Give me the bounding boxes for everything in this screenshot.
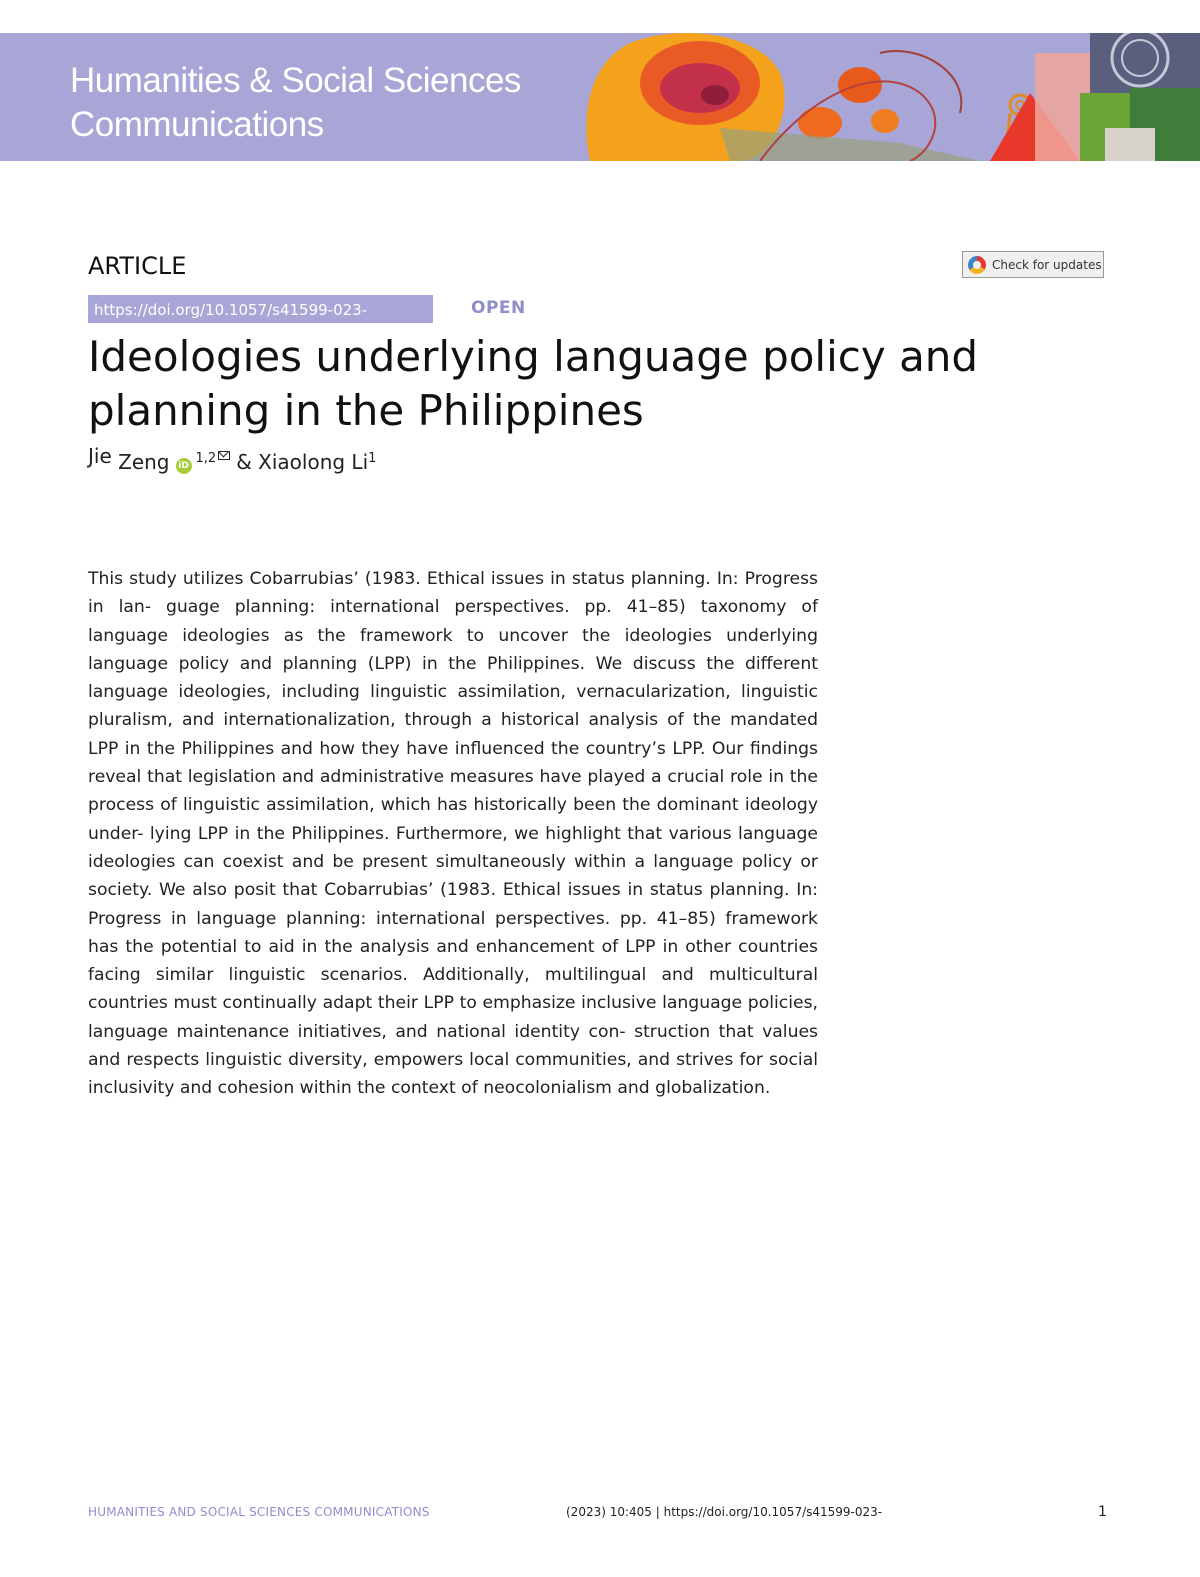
check-for-updates-label: Check for updates	[992, 257, 1102, 272]
author-1-family-name[interactable]: Zeng	[118, 450, 170, 474]
article-title	[88, 330, 1088, 438]
journal-title-line1: Humanities & Social Sciences	[70, 61, 521, 100]
open-access-label: OPEN	[471, 298, 526, 318]
orcid-icon[interactable]: iD	[176, 458, 192, 474]
check-for-updates-button[interactable]	[962, 251, 1104, 278]
email-icon[interactable]	[218, 451, 230, 460]
footer-citation[interactable]: (2023) 10:405 | https://doi.org/10.1057/s41599-023-	[566, 1505, 883, 1519]
author-1-affiliations: 1,2	[195, 451, 217, 466]
crossmark-icon	[968, 256, 986, 274]
journal-title	[70, 59, 521, 147]
article-title-line1: Ideologies underlying language policy and	[88, 332, 979, 381]
author-list	[88, 444, 377, 474]
banner-artwork	[580, 33, 1200, 161]
author-2-name[interactable]: & Xiaolong Li	[236, 450, 369, 474]
abstract-text: This study utilizes Cobarrubias’ (1983. Ethical issues in status planning. In: Progress in lan- guage planning: international perspectives. pp. 41–85) taxonomy of language ideologies as the framework to uncover the ideologies underlying language policy and planning (LPP) in the Philippines. We discuss the different language ideologies, including linguistic assimilation, vernacularization, linguistic pluralism, and internationalization, through a historical analysis of the mandated LPP in the Philippines and how they have influenced the country’s LPP. Our findings reveal that legislation and administrative measures have played a crucial role in the process of linguistic assimilation, which has historically been the dominant ideology under- lying LPP in the Philippines. Furthermore, we highlight that various language ideologies can coexist and be present simultaneously within a language policy or society. We also posit that Cobarrubias’ (1983. Ethical issues in status planning. In: Progress in language planning: international perspectives. pp. 41–85) framework has the potential to aid in the analysis and enhancement of LPP in other countries facing similar linguistic scenarios. Additionally, multilingual and multicultural countries must continually adapt their LPP to emphasize inclusive language policies, language maintenance initiatives, and national identity con- struction that values and respects linguistic diversity, empowers local communities, and strives for social inclusivity and cohesion within the context of neocolonialism and globalization.	[88, 569, 818, 1099]
author-1-given-name: Jie	[88, 444, 112, 468]
page-number: 1	[1098, 1504, 1107, 1520]
article-title-line2: planning in the Philippines	[88, 386, 644, 435]
article-type-label: ARTICLE	[88, 252, 187, 280]
journal-title-line2: Communications	[70, 105, 324, 144]
doi-link[interactable]: https://doi.org/10.1057/s41599-023-	[88, 295, 433, 323]
author-2-affiliations: 1	[368, 451, 377, 466]
journal-banner	[0, 33, 1200, 161]
footer-journal-name: HUMANITIES AND SOCIAL SCIENCES COMMUNICATIONS	[88, 1505, 430, 1519]
